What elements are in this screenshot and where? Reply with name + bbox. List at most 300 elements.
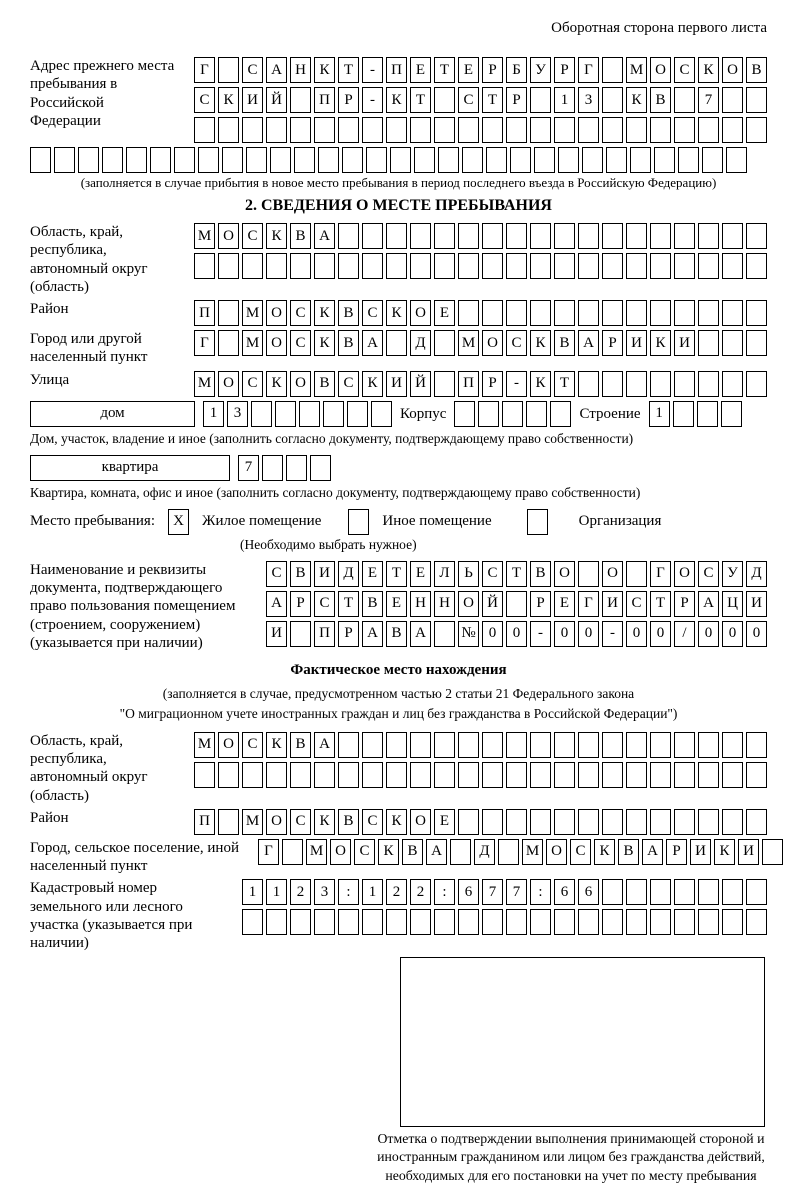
char-box[interactable]: О <box>218 732 239 758</box>
char-box[interactable] <box>722 300 743 326</box>
char-box[interactable] <box>626 253 647 279</box>
char-box[interactable] <box>626 809 647 835</box>
char-box[interactable] <box>242 909 263 935</box>
char-box[interactable] <box>722 253 743 279</box>
char-box[interactable]: 0 <box>650 621 671 647</box>
char-box[interactable]: Р <box>482 371 503 397</box>
char-box[interactable] <box>530 117 551 143</box>
char-box[interactable]: В <box>530 561 551 587</box>
char-box[interactable] <box>434 909 455 935</box>
char-box[interactable] <box>102 147 123 173</box>
char-box[interactable] <box>410 117 431 143</box>
char-box[interactable] <box>482 909 503 935</box>
char-box[interactable] <box>338 223 359 249</box>
char-box[interactable]: Т <box>410 87 431 113</box>
char-box[interactable] <box>506 809 527 835</box>
char-box[interactable]: / <box>674 621 695 647</box>
char-box[interactable] <box>702 147 723 173</box>
char-box[interactable] <box>578 561 599 587</box>
char-box[interactable] <box>698 809 719 835</box>
char-box[interactable]: В <box>290 561 311 587</box>
char-box[interactable]: О <box>266 300 287 326</box>
char-box[interactable] <box>674 879 695 905</box>
char-box[interactable] <box>530 87 551 113</box>
char-box[interactable] <box>578 762 599 788</box>
char-box[interactable]: М <box>626 57 647 83</box>
char-box[interactable] <box>578 300 599 326</box>
char-box[interactable]: В <box>362 591 383 617</box>
char-box[interactable] <box>698 879 719 905</box>
char-box[interactable] <box>554 300 575 326</box>
char-box[interactable] <box>530 809 551 835</box>
char-box[interactable] <box>218 300 239 326</box>
char-box[interactable] <box>434 87 455 113</box>
char-box[interactable] <box>602 117 623 143</box>
char-box[interactable]: О <box>674 561 695 587</box>
char-box[interactable] <box>582 147 603 173</box>
char-box[interactable] <box>506 253 527 279</box>
char-box[interactable]: С <box>314 591 335 617</box>
char-box[interactable]: О <box>330 839 351 865</box>
char-box[interactable]: М <box>458 330 479 356</box>
char-box[interactable]: Н <box>434 591 455 617</box>
char-box[interactable] <box>434 330 455 356</box>
char-box[interactable]: Ь <box>458 561 479 587</box>
char-box[interactable] <box>54 147 75 173</box>
char-box[interactable] <box>554 253 575 279</box>
char-box[interactable] <box>506 223 527 249</box>
char-box[interactable] <box>347 401 368 427</box>
char-box[interactable] <box>674 300 695 326</box>
char-box[interactable] <box>722 762 743 788</box>
char-box[interactable] <box>482 762 503 788</box>
char-box[interactable] <box>626 300 647 326</box>
char-box[interactable] <box>498 839 519 865</box>
char-box[interactable]: С <box>362 809 383 835</box>
char-box[interactable] <box>482 809 503 835</box>
char-box[interactable] <box>722 909 743 935</box>
char-box[interactable] <box>275 401 296 427</box>
char-box[interactable]: О <box>218 223 239 249</box>
char-box[interactable] <box>174 147 195 173</box>
char-box[interactable] <box>530 762 551 788</box>
char-box[interactable]: Н <box>290 57 311 83</box>
char-box[interactable] <box>722 809 743 835</box>
char-box[interactable]: Е <box>434 809 455 835</box>
char-box[interactable]: В <box>338 809 359 835</box>
char-box[interactable]: И <box>266 621 287 647</box>
char-box[interactable] <box>698 330 719 356</box>
char-box[interactable] <box>721 401 742 427</box>
char-box[interactable]: А <box>578 330 599 356</box>
char-box[interactable]: : <box>338 879 359 905</box>
char-box[interactable] <box>338 253 359 279</box>
char-box[interactable] <box>290 621 311 647</box>
char-box[interactable] <box>482 117 503 143</box>
char-box[interactable] <box>362 909 383 935</box>
char-box[interactable]: X <box>168 509 189 535</box>
char-box[interactable]: К <box>266 371 287 397</box>
char-box[interactable] <box>314 117 335 143</box>
char-box[interactable] <box>194 762 215 788</box>
char-box[interactable] <box>697 401 718 427</box>
char-box[interactable] <box>602 253 623 279</box>
char-box[interactable] <box>362 223 383 249</box>
char-box[interactable]: 1 <box>649 401 670 427</box>
char-box[interactable]: Г <box>194 330 215 356</box>
char-box[interactable]: - <box>506 371 527 397</box>
char-box[interactable] <box>218 330 239 356</box>
char-box[interactable] <box>270 147 291 173</box>
char-box[interactable]: Т <box>386 561 407 587</box>
char-box[interactable]: Л <box>434 561 455 587</box>
char-box[interactable] <box>434 621 455 647</box>
char-box[interactable] <box>458 809 479 835</box>
char-box[interactable] <box>410 253 431 279</box>
char-box[interactable]: У <box>722 561 743 587</box>
char-box[interactable] <box>362 253 383 279</box>
char-box[interactable]: 2 <box>290 879 311 905</box>
char-box[interactable] <box>674 223 695 249</box>
char-box[interactable]: Д <box>746 561 767 587</box>
char-box[interactable]: С <box>482 561 503 587</box>
char-box[interactable]: П <box>314 87 335 113</box>
char-box[interactable]: Д <box>338 561 359 587</box>
char-box[interactable]: О <box>410 809 431 835</box>
char-box[interactable]: Д <box>410 330 431 356</box>
char-box[interactable]: С <box>362 300 383 326</box>
char-box[interactable]: И <box>674 330 695 356</box>
char-box[interactable] <box>626 561 647 587</box>
char-box[interactable] <box>626 909 647 935</box>
char-box[interactable] <box>506 117 527 143</box>
char-box[interactable] <box>746 909 767 935</box>
char-box[interactable] <box>530 732 551 758</box>
char-box[interactable] <box>530 253 551 279</box>
char-box[interactable]: К <box>594 839 615 865</box>
char-box[interactable] <box>626 371 647 397</box>
char-box[interactable] <box>674 253 695 279</box>
char-box[interactable]: Т <box>650 591 671 617</box>
char-box[interactable] <box>242 762 263 788</box>
char-box[interactable]: Т <box>338 591 359 617</box>
char-box[interactable] <box>674 762 695 788</box>
char-box[interactable]: О <box>602 561 623 587</box>
char-box[interactable] <box>746 300 767 326</box>
char-box[interactable]: М <box>242 809 263 835</box>
char-box[interactable]: С <box>570 839 591 865</box>
char-box[interactable] <box>362 117 383 143</box>
char-box[interactable]: : <box>530 879 551 905</box>
char-box[interactable]: И <box>626 330 647 356</box>
char-box[interactable] <box>602 762 623 788</box>
char-box[interactable]: : <box>434 879 455 905</box>
char-box[interactable] <box>266 253 287 279</box>
char-box[interactable] <box>698 223 719 249</box>
char-box[interactable]: О <box>458 591 479 617</box>
char-box[interactable] <box>606 147 627 173</box>
char-box[interactable]: К <box>314 809 335 835</box>
char-box[interactable]: 2 <box>410 879 431 905</box>
char-box[interactable]: О <box>290 371 311 397</box>
char-box[interactable] <box>434 117 455 143</box>
char-box[interactable] <box>458 223 479 249</box>
char-box[interactable]: С <box>290 300 311 326</box>
char-box[interactable]: Н <box>410 591 431 617</box>
char-box[interactable]: М <box>242 300 263 326</box>
char-box[interactable] <box>390 147 411 173</box>
char-box[interactable]: О <box>410 300 431 326</box>
char-box[interactable] <box>650 809 671 835</box>
char-box[interactable]: 0 <box>626 621 647 647</box>
char-box[interactable] <box>482 300 503 326</box>
char-box[interactable]: Г <box>258 839 279 865</box>
char-box[interactable] <box>746 879 767 905</box>
char-box[interactable] <box>458 762 479 788</box>
char-box[interactable] <box>299 401 320 427</box>
char-box[interactable] <box>78 147 99 173</box>
char-box[interactable] <box>674 732 695 758</box>
char-box[interactable] <box>602 732 623 758</box>
char-box[interactable] <box>266 762 287 788</box>
char-box[interactable] <box>30 147 51 173</box>
char-box[interactable]: 1 <box>554 87 575 113</box>
char-box[interactable]: С <box>242 371 263 397</box>
char-box[interactable] <box>746 809 767 835</box>
char-box[interactable]: С <box>674 57 695 83</box>
char-box[interactable] <box>722 330 743 356</box>
char-box[interactable]: В <box>554 330 575 356</box>
char-box[interactable] <box>602 223 623 249</box>
char-box[interactable] <box>262 455 283 481</box>
char-box[interactable] <box>458 909 479 935</box>
char-box[interactable]: В <box>386 621 407 647</box>
char-box[interactable]: К <box>626 87 647 113</box>
char-box[interactable] <box>650 762 671 788</box>
char-box[interactable] <box>578 732 599 758</box>
char-box[interactable] <box>338 732 359 758</box>
char-box[interactable]: И <box>314 561 335 587</box>
char-box[interactable] <box>650 909 671 935</box>
char-box[interactable]: Д <box>474 839 495 865</box>
char-box[interactable]: 7 <box>698 87 719 113</box>
char-box[interactable] <box>650 223 671 249</box>
char-box[interactable]: 6 <box>554 879 575 905</box>
char-box[interactable] <box>698 300 719 326</box>
char-box[interactable] <box>626 732 647 758</box>
char-box[interactable]: - <box>362 57 383 83</box>
char-box[interactable]: М <box>194 732 215 758</box>
char-box[interactable] <box>318 147 339 173</box>
char-box[interactable] <box>674 809 695 835</box>
char-box[interactable] <box>746 223 767 249</box>
char-box[interactable] <box>434 253 455 279</box>
char-box[interactable]: Б <box>506 57 527 83</box>
char-box[interactable] <box>458 300 479 326</box>
char-box[interactable]: Р <box>290 591 311 617</box>
char-box[interactable] <box>554 223 575 249</box>
char-box[interactable] <box>290 87 311 113</box>
char-box[interactable]: М <box>306 839 327 865</box>
char-box[interactable]: К <box>266 732 287 758</box>
char-box[interactable]: С <box>354 839 375 865</box>
char-box[interactable]: Е <box>410 561 431 587</box>
char-box[interactable]: К <box>314 300 335 326</box>
char-box[interactable] <box>554 732 575 758</box>
char-box[interactable]: В <box>338 330 359 356</box>
char-box[interactable]: Е <box>362 561 383 587</box>
char-box[interactable]: Е <box>554 591 575 617</box>
char-box[interactable] <box>530 909 551 935</box>
char-box[interactable] <box>458 117 479 143</box>
char-box[interactable]: Т <box>482 87 503 113</box>
char-box[interactable] <box>602 87 623 113</box>
char-box[interactable]: В <box>402 839 423 865</box>
char-box[interactable] <box>386 330 407 356</box>
char-box[interactable] <box>602 300 623 326</box>
char-box[interactable] <box>722 732 743 758</box>
char-box[interactable]: В <box>618 839 639 865</box>
char-box[interactable] <box>626 879 647 905</box>
char-box[interactable]: П <box>386 57 407 83</box>
char-box[interactable] <box>290 117 311 143</box>
char-box[interactable] <box>126 147 147 173</box>
char-box[interactable]: Т <box>506 561 527 587</box>
char-box[interactable] <box>434 762 455 788</box>
char-box[interactable]: А <box>698 591 719 617</box>
char-box[interactable]: Г <box>650 561 671 587</box>
char-box[interactable] <box>282 839 303 865</box>
char-box[interactable] <box>290 909 311 935</box>
char-box[interactable] <box>674 117 695 143</box>
char-box[interactable]: С <box>242 223 263 249</box>
char-box[interactable] <box>578 223 599 249</box>
char-box[interactable]: А <box>266 591 287 617</box>
char-box[interactable] <box>314 909 335 935</box>
char-box[interactable]: Т <box>338 57 359 83</box>
char-box[interactable]: С <box>266 561 287 587</box>
char-box[interactable]: К <box>650 330 671 356</box>
char-box[interactable] <box>746 371 767 397</box>
char-box[interactable]: К <box>378 839 399 865</box>
char-box[interactable] <box>674 909 695 935</box>
char-box[interactable] <box>554 117 575 143</box>
char-box[interactable] <box>218 809 239 835</box>
char-box[interactable] <box>554 762 575 788</box>
char-box[interactable]: 3 <box>578 87 599 113</box>
char-box[interactable] <box>722 879 743 905</box>
char-box[interactable] <box>310 455 331 481</box>
char-box[interactable] <box>762 839 783 865</box>
char-box[interactable]: К <box>530 330 551 356</box>
char-box[interactable] <box>602 909 623 935</box>
char-box[interactable]: В <box>314 371 335 397</box>
char-box[interactable] <box>194 117 215 143</box>
char-box[interactable] <box>386 253 407 279</box>
char-box[interactable] <box>530 223 551 249</box>
char-box[interactable]: Й <box>482 591 503 617</box>
char-box[interactable]: И <box>602 591 623 617</box>
char-box[interactable]: Й <box>410 371 431 397</box>
char-box[interactable]: 0 <box>578 621 599 647</box>
char-box[interactable] <box>266 117 287 143</box>
char-box[interactable]: А <box>266 57 287 83</box>
char-box[interactable] <box>746 87 767 113</box>
char-box[interactable] <box>286 455 307 481</box>
char-box[interactable]: 3 <box>314 879 335 905</box>
char-box[interactable] <box>527 509 548 535</box>
char-box[interactable]: С <box>698 561 719 587</box>
char-box[interactable] <box>650 117 671 143</box>
char-box[interactable] <box>578 253 599 279</box>
char-box[interactable] <box>366 147 387 173</box>
char-box[interactable] <box>150 147 171 173</box>
char-box[interactable] <box>626 117 647 143</box>
char-box[interactable] <box>650 732 671 758</box>
char-box[interactable] <box>266 909 287 935</box>
char-box[interactable]: У <box>530 57 551 83</box>
char-box[interactable] <box>506 762 527 788</box>
char-box[interactable] <box>698 762 719 788</box>
char-box[interactable] <box>314 253 335 279</box>
char-box[interactable] <box>746 253 767 279</box>
char-box[interactable] <box>722 87 743 113</box>
char-box[interactable] <box>698 909 719 935</box>
char-box[interactable] <box>410 732 431 758</box>
char-box[interactable] <box>722 371 743 397</box>
char-box[interactable] <box>578 371 599 397</box>
char-box[interactable]: С <box>506 330 527 356</box>
char-box[interactable]: В <box>650 87 671 113</box>
char-box[interactable]: О <box>722 57 743 83</box>
char-box[interactable] <box>410 223 431 249</box>
char-box[interactable] <box>746 330 767 356</box>
char-box[interactable] <box>534 147 555 173</box>
char-box[interactable]: К <box>218 87 239 113</box>
char-box[interactable]: К <box>386 300 407 326</box>
char-box[interactable] <box>602 57 623 83</box>
char-box[interactable] <box>458 732 479 758</box>
char-box[interactable]: О <box>266 809 287 835</box>
char-box[interactable]: В <box>338 300 359 326</box>
char-box[interactable] <box>578 909 599 935</box>
char-box[interactable] <box>550 401 571 427</box>
char-box[interactable]: В <box>290 223 311 249</box>
char-box[interactable]: № <box>458 621 479 647</box>
char-box[interactable]: Р <box>674 591 695 617</box>
char-box[interactable]: Р <box>506 87 527 113</box>
char-box[interactable] <box>338 762 359 788</box>
char-box[interactable] <box>410 909 431 935</box>
char-box[interactable]: П <box>314 621 335 647</box>
char-box[interactable] <box>506 732 527 758</box>
char-box[interactable]: С <box>290 330 311 356</box>
char-box[interactable] <box>342 147 363 173</box>
char-box[interactable]: В <box>290 732 311 758</box>
char-box[interactable]: Е <box>386 591 407 617</box>
char-box[interactable] <box>482 732 503 758</box>
char-box[interactable] <box>673 401 694 427</box>
char-box[interactable] <box>626 762 647 788</box>
char-box[interactable] <box>554 909 575 935</box>
char-box[interactable]: 0 <box>482 621 503 647</box>
char-box[interactable] <box>506 909 527 935</box>
char-box[interactable]: Р <box>530 591 551 617</box>
char-box[interactable] <box>362 732 383 758</box>
char-box[interactable]: 2 <box>386 879 407 905</box>
char-box[interactable] <box>578 117 599 143</box>
char-box[interactable] <box>526 401 547 427</box>
